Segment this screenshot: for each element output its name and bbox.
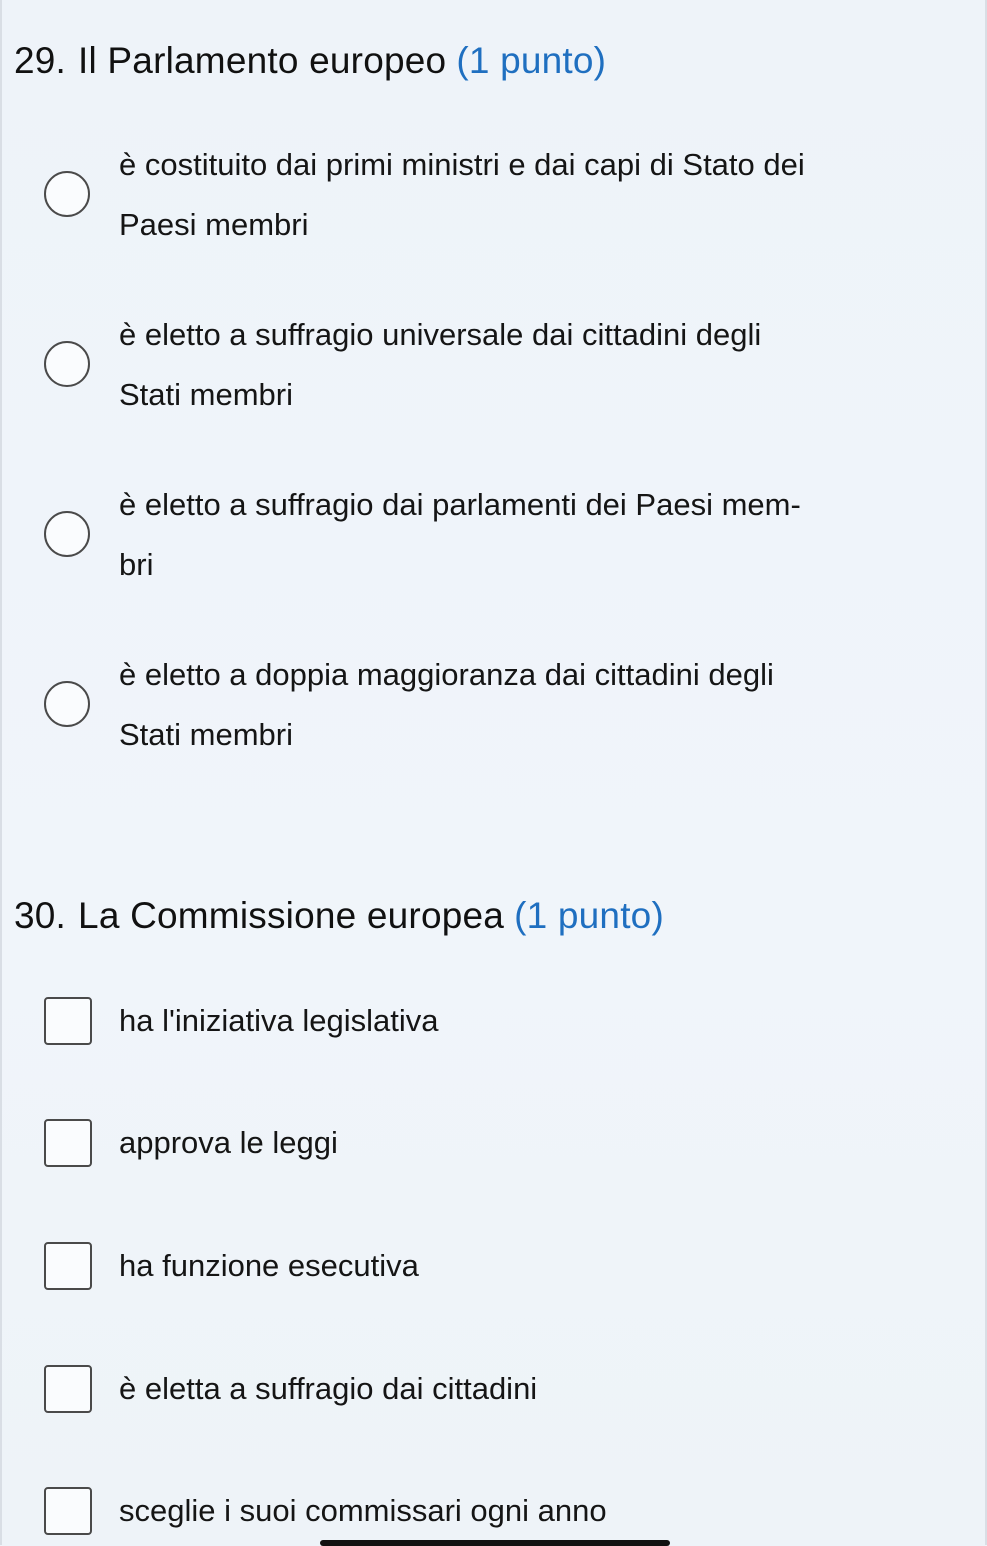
radio-button[interactable] xyxy=(44,511,90,557)
question-points: (1 punto) xyxy=(514,895,664,936)
option-text: ha funzione esecutiva xyxy=(119,1248,419,1283)
option-line: è eletto a suffragio universale dai cittadini degli xyxy=(119,317,762,352)
radio-button[interactable] xyxy=(44,171,90,217)
question-number: 29. xyxy=(14,40,67,81)
radio-option-3[interactable] xyxy=(44,475,944,595)
checkbox-option-4[interactable] xyxy=(44,1362,944,1422)
radio-option-1[interactable] xyxy=(44,135,944,255)
option-line: Stati membri xyxy=(119,717,293,752)
checkbox-option-1[interactable] xyxy=(44,993,944,1053)
option-line: bri xyxy=(119,547,154,582)
option-line: Stati membri xyxy=(119,377,293,412)
option-line: è eletto a suffragio dai parlamenti dei Paesi mem- xyxy=(119,487,801,522)
radio-option-4[interactable] xyxy=(44,645,944,765)
checkbox-option-2[interactable] xyxy=(44,1116,944,1176)
radio-button[interactable] xyxy=(44,681,90,727)
radio-button[interactable] xyxy=(44,341,90,387)
checkbox[interactable] xyxy=(44,1119,92,1167)
left-border xyxy=(0,0,2,1545)
option-text xyxy=(119,135,909,255)
option-text xyxy=(119,645,909,765)
question-points: (1 punto) xyxy=(456,40,607,81)
checkbox[interactable] xyxy=(44,997,92,1045)
checkbox-option-3[interactable] xyxy=(44,1239,944,1299)
checkbox[interactable] xyxy=(44,1242,92,1290)
option-text: sceglie i suoi commissari ogni anno xyxy=(119,1493,607,1528)
radio-option-2[interactable] xyxy=(44,305,944,425)
checkbox[interactable] xyxy=(44,1487,92,1535)
option-text: è eletta a suffragio dai cittadini xyxy=(119,1371,538,1406)
question-number: 30. xyxy=(14,895,67,936)
option-text xyxy=(119,475,909,595)
option-text: ha l'iniziativa legislativa xyxy=(119,1003,439,1038)
question-29-title xyxy=(14,40,606,82)
option-line: è eletto a doppia maggioranza dai cittadini degli xyxy=(119,657,774,692)
checkbox-option-5[interactable] xyxy=(44,1484,944,1544)
question-text: Il Parlamento europeo xyxy=(78,40,447,81)
option-line: è costituito dai primi ministri e dai capi di Stato dei xyxy=(119,147,805,182)
home-indicator-bar xyxy=(320,1540,670,1546)
question-text: La Commissione europea xyxy=(78,895,505,936)
option-text: approva le leggi xyxy=(119,1125,338,1160)
question-30-title xyxy=(14,895,664,937)
option-line: Paesi membri xyxy=(119,207,309,242)
checkbox[interactable] xyxy=(44,1365,92,1413)
option-text xyxy=(119,305,909,425)
